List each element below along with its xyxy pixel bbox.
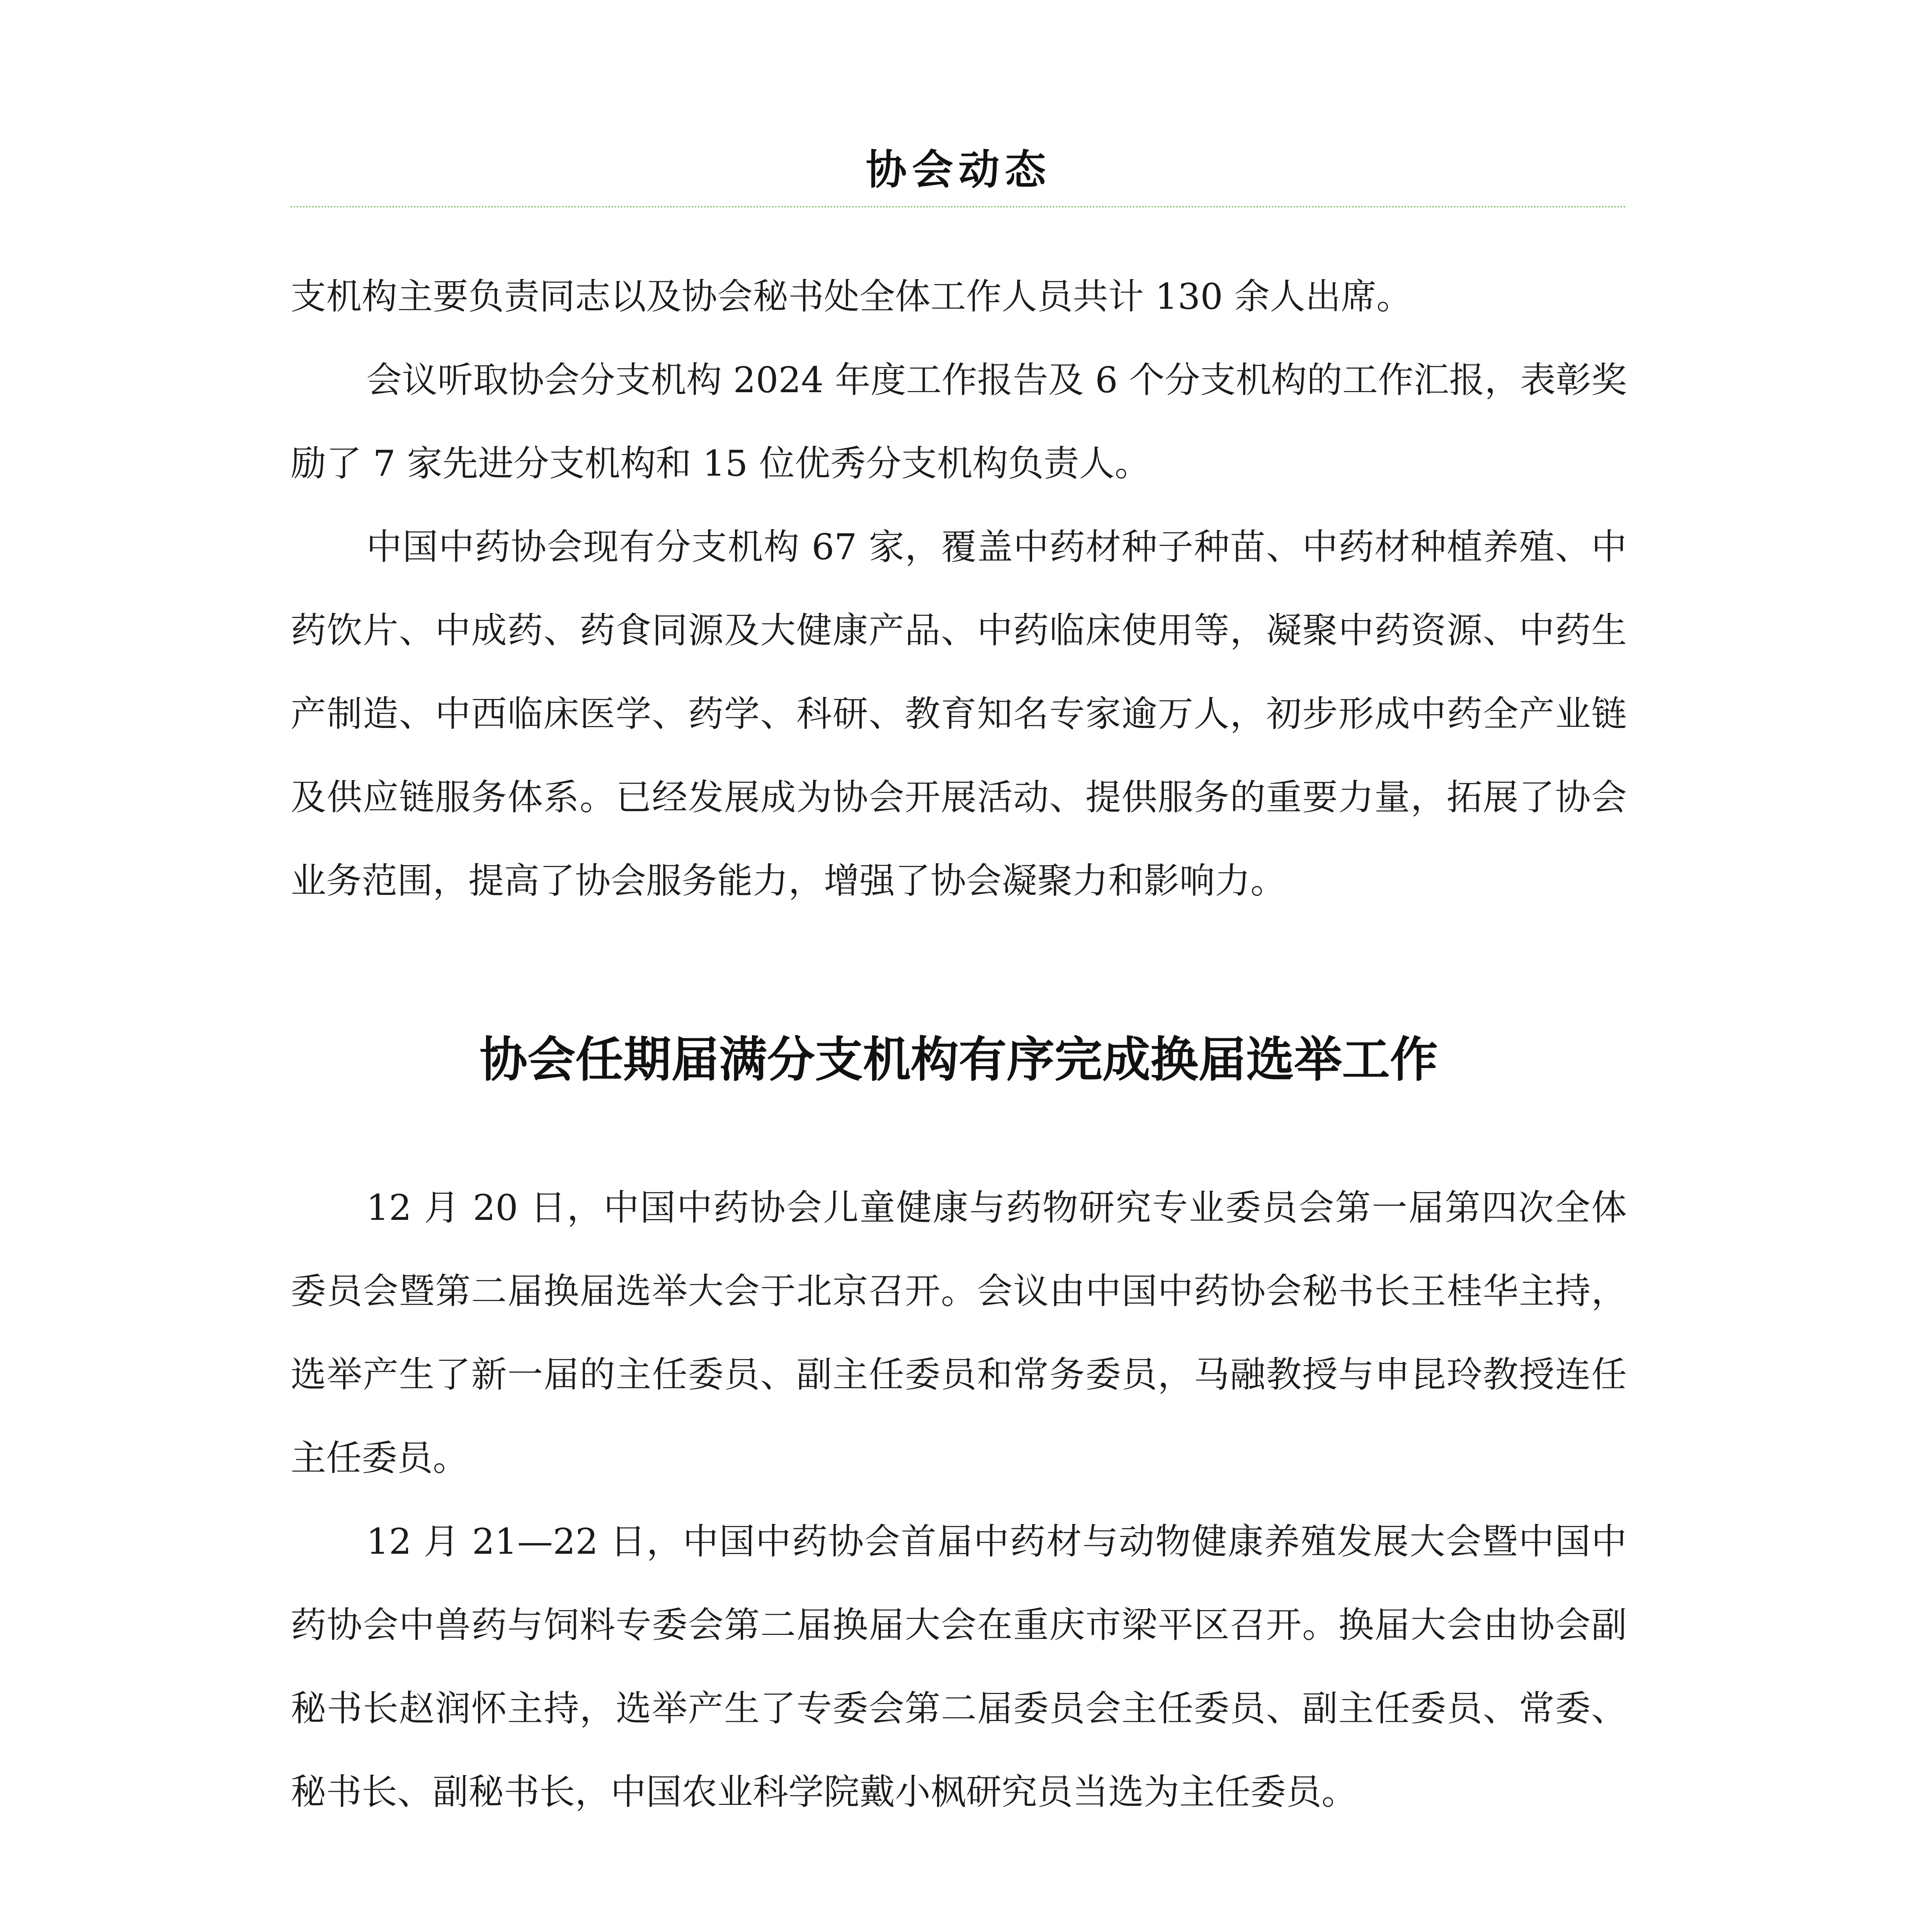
header-divider [291,206,1627,207]
paragraph: 中国中药协会现有分支机构 67 家，覆盖中药材种子种苗、中药材种植养殖、中药饮片、中成药、药食同源及大健康产品、中药临床使用等，凝聚中药资源、中药生产制造、中西临床医学、药学、科研、教育知名专家逾万人，初步形成中药全产业链及供应链服务体系。已经发展成为协会开展活动、提供服务的重要力量，拓展了协会业务范围，提高了协会服务能力，增强了协会凝聚力和影响力。 [291,526,1627,901]
article-body [291,255,1627,1834]
paragraph: 支机构主要负责同志以及协会秘书处全体工作人员共计 130 余人出席。 [291,276,1412,317]
paragraph: 会议听取协会分支机构 2024 年度工作报告及 6 个分支机构的工作汇报，表彰奖励了 7 家先进分支机构和 15 位优秀分支机构负责人。 [291,359,1627,484]
paragraph: 12 月 21—22 日，中国中药协会首届中药材与动物健康养殖发展大会暨中国中药协会中兽药与饲料专委会第二届换届大会在重庆市梁平区召开。换届大会由协会副秘书长赵润怀主持，选举产生了专委会第二届委员会主任委员、副主任委员、常委、秘书长、副秘书长，中国农业科学院戴小枫研究员当选为主任委员。 [291,1521,1627,1813]
section-heading: 协会任期届满分支机构有序完成换届选举工作 [479,1032,1438,1088]
paragraph: 12 月 20 日，中国中药协会儿童健康与药物研究专业委员会第一届第四次全体委员会暨第二届换届选举大会于北京召开。会议由中国中药协会秘书长王桂华主持，选举产生了新一届的主任委员、副主任委员和常务委员，马融教授与申昆玲教授连任主任委员。 [291,1187,1627,1479]
header-title: 协会动态 [866,146,1051,194]
